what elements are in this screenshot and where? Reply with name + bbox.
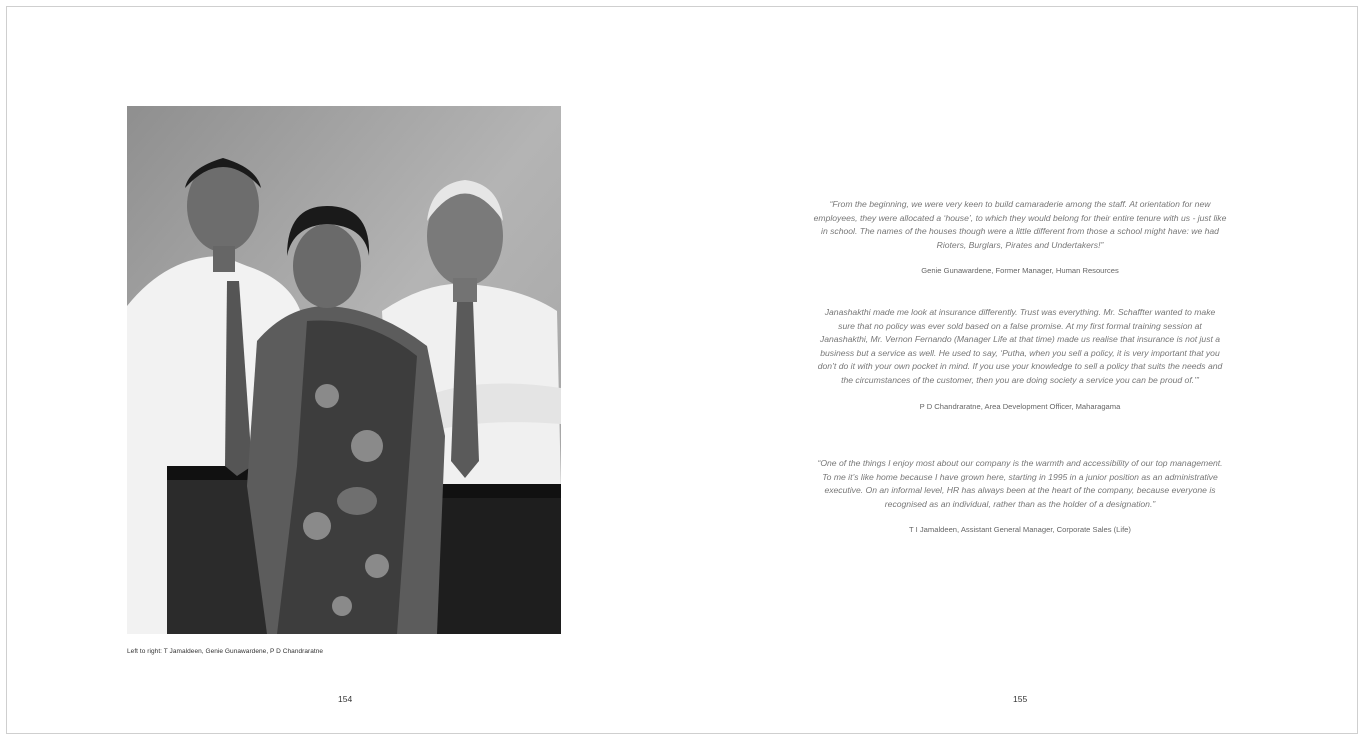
quote-attribution: P D Chandraratne, Area Development Officer, Maharagama bbox=[919, 401, 1121, 411]
group-portrait-photo bbox=[127, 106, 561, 634]
photo-caption: Left to right: T Jamaldeen, Genie Gunawardene, P D Chandraratne bbox=[127, 648, 324, 655]
quote-text: “One of the things I enjoy most about our company is the warmth and accessibility of our top management. To me it’s like home because I have grown here, starting in 1995 in a junior position as an administrative executive. On an informal level, HR has always been at the heart of the company, because everyone is recognised as an individual, rather than as the holder of a designation.” bbox=[817, 458, 1223, 509]
page-number-left: 154 bbox=[338, 694, 353, 704]
quote-attribution: T I Jamaldeen, Assistant General Manager, Corporate Sales (Life) bbox=[909, 525, 1131, 535]
page-number-right: 155 bbox=[1013, 694, 1028, 704]
quote-block bbox=[816, 306, 1224, 412]
quote-block bbox=[812, 457, 1228, 535]
quote-block bbox=[812, 198, 1228, 276]
quote-attribution: Genie Gunawardene, Former Manager, Human Resources bbox=[921, 266, 1119, 276]
quote-text: “From the beginning, we were very keen to build camaraderie among the staff. At orientation for new employees, they were allocated a ‘house’, to which they would belong for their entire tenure with us - just like in school. The names of the houses though were a little different from those a school might have: we had Rioters, Burglars, Pirates and Undertakers!” bbox=[813, 199, 1227, 250]
quote-text: Janashakthi made me look at insurance differently. Trust was everything. Mr. Schaffter wanted to make sure that no policy was ever sold based on a false promise. At my first formal training session at Janashakthi, Mr. Vernon Fernando (Manager Life at that time) made us realise that insurance is not just a business but a service as well. He used to say, ‘Putha, when you sell a policy, it is very important that you don’t do it with your own pocket in mind. If you use your knowledge to sell a policy that suits the needs and the circumstances of the customer, then you are doing society a service you can be proud of.’” bbox=[817, 307, 1223, 385]
